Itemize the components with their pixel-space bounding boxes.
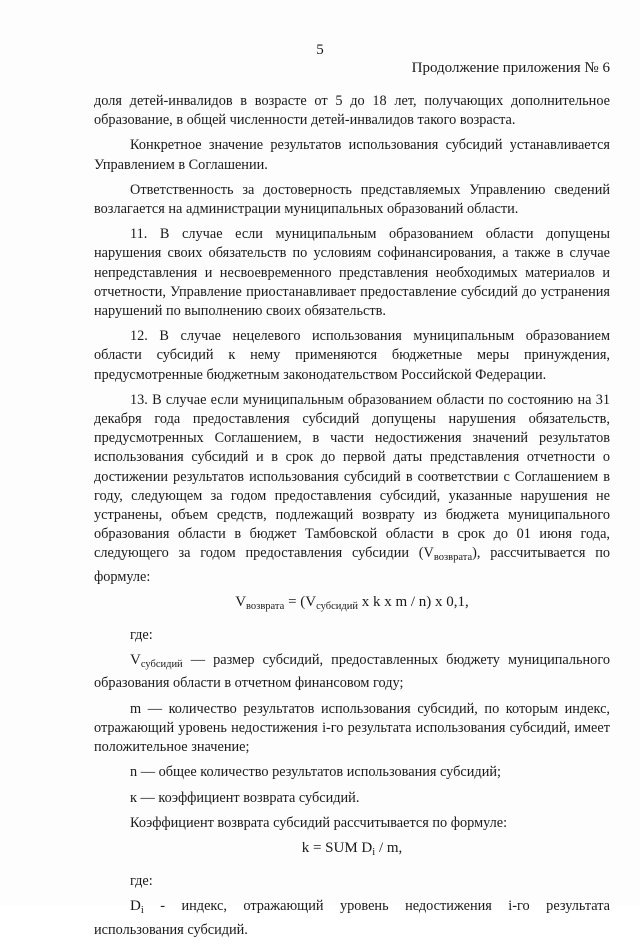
definition-v-subsidies: $V_{субсидий}$ — размер субсидий, предоставленных бюджету муниципального образования области в отчетном финансовом году; (94, 652, 610, 692)
page-number: 5 (316, 42, 324, 58)
coefficient-intro: Коэффициент возврата субсидий рассчитывается по формуле: (130, 814, 508, 831)
paragraph-11: 11. В случае если муниципальным образованием области допущены нарушения своих обязательств по условиям софинансирования, а также в случае непредставления и несвоевременного представления необходимых материалов и отчетности, Управление приостанавливает предоставление субсидий до устранения нарушений по выполнению своих обязательств. (94, 226, 610, 320)
definition-d: $D_i$ - индекс, отражающий уровень недостижения i-го результата использования субсидий. (94, 898, 610, 938)
where-label: где: (130, 627, 153, 644)
paragraph-specific-value: Конкретное значение результатов использования субсидий устанавливается Управлением в Соглашении. (94, 137, 610, 173)
paragraph-share: доля детей-инвалидов в возрасте от 5 до 18 лет, получающих дополнительное образование, в общей численности детей-инвалидов такого возраста. (94, 93, 610, 129)
formula-coefficient: k = SUM $D_i$ / m, (301, 839, 403, 858)
definition-n: n — общее количество результатов использования субсидий; (130, 764, 501, 781)
definition-k: к — коэффициент возврата субсидий. (130, 789, 360, 806)
paragraph-responsibility: Ответственность за достоверность представляемых Управлению сведений возлагается на администрации муниципальных образований области. (94, 181, 610, 218)
formula-return-volume: $V_{возврата} = (V_{субсидий}$ x k x m / n) x 0,1, (235, 593, 469, 612)
paragraph-12: 12. В случае нецелевого использования муниципальным образованием области субсидий к нему применяются бюджетные меры принуждения, предусмотренные бюджетным законодательством Российской Федерации. (94, 328, 610, 383)
paragraph-13: 13. В случае если муниципальным образованием области по состоянию на 31 декабря года предоставления субсидий допущены нарушения обязательств, предусмотренных Соглашением, в части недостижения значений результатов использования субсидий и в срок до первой даты представления отчетности о достижении результатов использования субсидий в соответствии с Соглашением в году, следующем за годом предоставления субсидий, указанные нарушения не устранены, объем средств, подлежащий возврату из бюджета муниципального образования области в бюджет Тамбовской области в срок до 01 июня года, следующего за годом предоставления субсидии $(V_{возврата})$, рассчитывается по формуле: (94, 391, 610, 585)
definition-m: m — количество результатов использования субсидий, по которым индекс, отражающий уровень недостижения i-го результата использования субсидий, имеет положительное значение; (94, 700, 610, 756)
where-label-2: где: (130, 873, 153, 890)
appendix-header: Продолжение приложения № 6 (411, 60, 610, 76)
document-body (94, 92, 610, 946)
